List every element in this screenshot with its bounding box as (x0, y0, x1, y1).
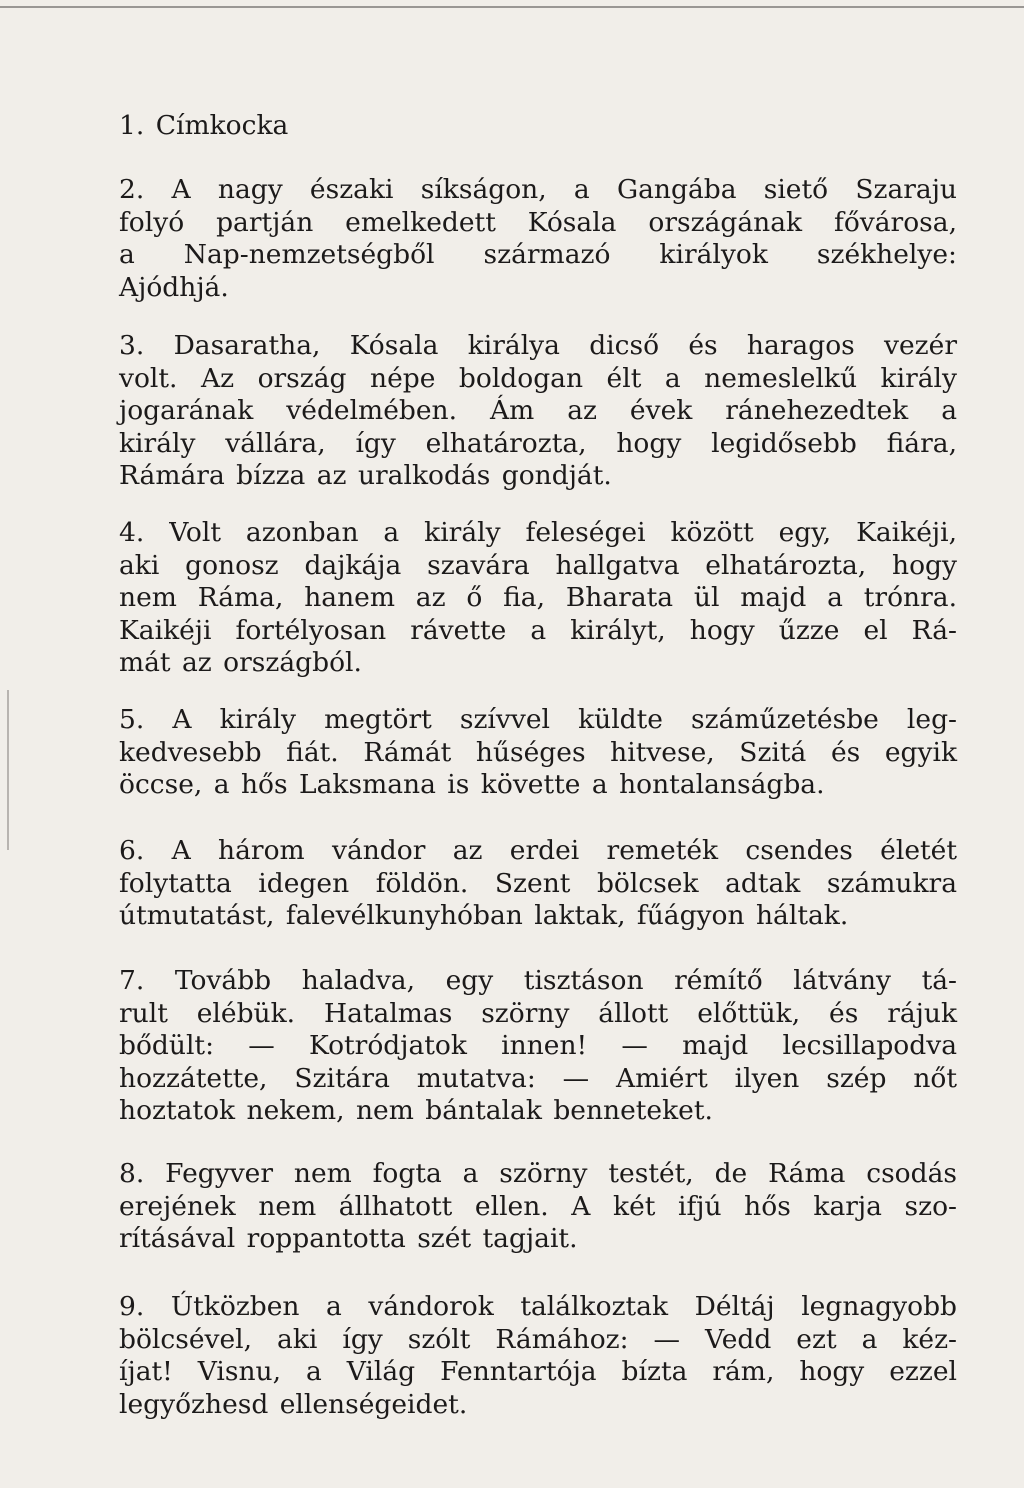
paragraph-line: 9. Útközben a vándorok találkoztak Déltáj legnagyobb (119, 1291, 957, 1322)
paragraph-line: legyőzhesd ellenségeidet. (119, 1388, 468, 1420)
paragraph-line: 8. Fegyver nem fogta a szörny testét, de Ráma csodás (119, 1158, 957, 1189)
paragraph-line: 2. A nagy északi síkságon, a Gangába siető Szaraju (119, 174, 957, 205)
paragraph-5 (119, 704, 957, 802)
paragraph-line: volt. Az ország népe boldogan élt a nemeslelkű király (119, 362, 957, 394)
paragraph-line: aki gonosz dajkája szavára hallgatva elhatározta, hogy (119, 549, 957, 581)
paragraph-3 (119, 330, 957, 493)
paragraph-line: jogarának védelmében. Ám az évek ránehezedtek a (119, 395, 957, 427)
paragraph-line: folyó partján emelkedett Kósala országának fővárosa, (119, 206, 957, 238)
paragraph-line: íjat! Visnu, a Világ Fenntartója bízta rám, hogy ezzel (119, 1356, 957, 1388)
paragraph-2 (119, 174, 957, 304)
paragraph-7 (119, 965, 957, 1128)
paragraph-line: bődült: — Kotródjatok innen! — majd lecsillapodva (119, 1030, 957, 1062)
paragraph-line: rításával roppantotta szét tagjait. (119, 1223, 578, 1255)
paragraph-line: 3. Dasaratha, Kósala királya dicső és haragos vezér (119, 330, 957, 361)
paragraph-line: mát az országból. (119, 647, 362, 679)
paragraph-8 (119, 1158, 957, 1256)
paragraph-line: Ajódhjá. (119, 271, 229, 303)
paragraph-6 (119, 835, 957, 933)
paragraph-line: rult elébük. Hatalmas szörny állott előttük, és rájuk (119, 997, 957, 1029)
paragraph-line: kedvesebb fiát. Rámát hűséges hitvese, Szitá és egyik (119, 736, 957, 768)
paragraph-line: hozzátette, Szitára mutatva: — Amiért ilyen szép nőt (119, 1062, 957, 1094)
paragraph-line: hoztatok nekem, nem bántalak benneteket. (119, 1095, 713, 1127)
paragraph-line: 5. A király megtört szívvel küldte száműzetésbe leg- (119, 704, 957, 735)
paragraph-line: nem Ráma, hanem az ő fia, Bharata ül majd a trónra. (119, 582, 957, 614)
paragraph-line: erejének nem állhatott ellen. A két ifjú hős karja szo- (119, 1190, 957, 1222)
page-top-edge (0, 6, 1024, 8)
paragraph-line: 1. Címkocka (119, 110, 289, 141)
paragraph-4 (119, 517, 957, 680)
paragraph-line: 6. A három vándor az erdei remeték csendes életét (119, 835, 957, 866)
paragraph-line: útmutatást, falevélkunyhóban laktak, fűágyon háltak. (119, 900, 849, 932)
paragraph-line: a Nap-nemzetségből származó királyok székhelye: (119, 239, 957, 271)
page-left-edge-mark (7, 690, 9, 850)
paragraph-line: király vállára, így elhatározta, hogy legidősebb fiára, (119, 427, 957, 459)
paragraph-line: bölcsével, aki így szólt Rámához: — Vedd ezt a kéz- (119, 1323, 957, 1355)
paragraph-line: Kaikéji fortélyosan rávette a királyt, hogy űzze el Rá- (119, 614, 957, 646)
paragraph-line: öccse, a hős Laksmana is követte a hontalanságba. (119, 769, 825, 801)
paragraph-line: 4. Volt azonban a király feleségei között egy, Kaikéji, (119, 517, 957, 548)
paragraph-9 (119, 1291, 957, 1421)
paragraph-1 (119, 110, 957, 143)
paragraph-line: 7. Tovább haladva, egy tisztáson rémítő látvány tá- (119, 965, 957, 996)
paragraph-line: folytatta idegen földön. Szent bölcsek adtak számukra (119, 867, 957, 899)
paragraph-line: Rámára bízza az uralkodás gondját. (119, 460, 612, 492)
